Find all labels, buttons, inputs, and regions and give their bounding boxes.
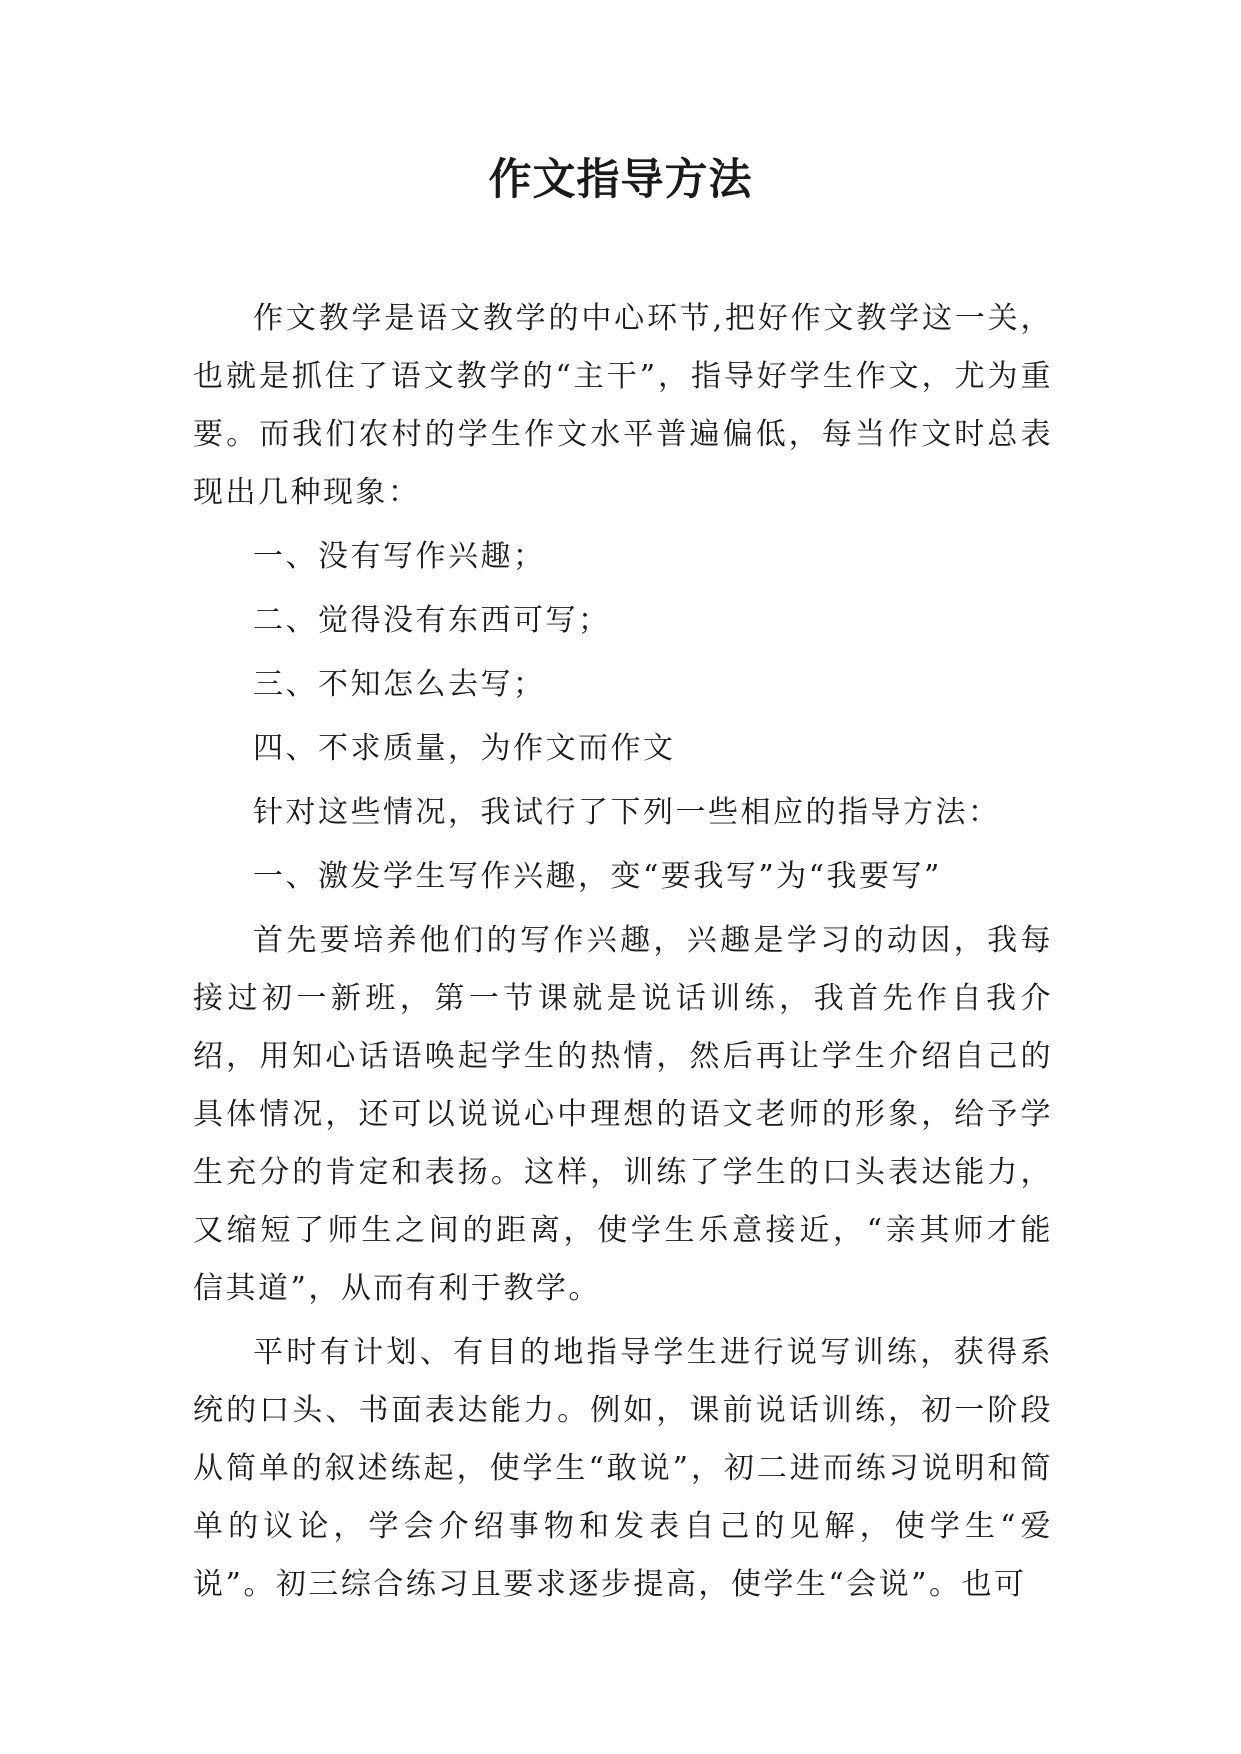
section-heading-1: 一、激发学生写作兴趣，变“要我写”为“我要写” — [253, 859, 942, 894]
paragraph-methods-intro: 针对这些情况，我试行了下列一些相应的指导方法： — [253, 795, 1001, 830]
document-title: 作文指导方法 — [488, 155, 753, 205]
list-item-1: 一、没有写作兴趣； — [253, 539, 546, 574]
list-item-4: 四、不求质量，为作文而作文 — [253, 731, 676, 766]
paragraph-intro: 作文教学是语文教学的中心环节,把好作文教学这一关，也就是抓住了语文教学的“主干”，指导好学生作文，尤为重要。而我们农村的学生作文水平普遍偏低，每当作文时总表现出几种现象： — [193, 301, 1053, 510]
document-body — [193, 290, 1053, 1614]
list-item-3: 三、不知怎么去写； — [253, 667, 546, 702]
paragraph-training: 平时有计划、有目的地指导学生进行说写训练，获得系统的口头、书面表达能力。例如，课前说话训练，初一阶段从简单的叙述练起，使学生“敢说”，初二进而练习说明和简单的议论，学会介绍事物和发表自己的见解，使学生“爱说”。初三综合练习且要求逐步提高，使学生“会说”。也可 — [193, 1335, 1053, 1602]
paragraph-interest: 首先要培养他们的写作兴趣，兴趣是学习的动因，我每接过初一新班，第一节课就是说话训练，我首先作自我介绍，用知心话语唤起学生的热情，然后再让学生介绍自己的具体情况，还可以说说心中理想的语文老师的形象，给予学生充分的肯定和表扬。这样，训练了学生的口头表达能力，又缩短了师生之间的距离，使学生乐意接近，“亲其师才能信其道”，从而有利于教学。 — [193, 923, 1053, 1306]
list-item-2: 二、觉得没有东西可写； — [253, 603, 611, 638]
